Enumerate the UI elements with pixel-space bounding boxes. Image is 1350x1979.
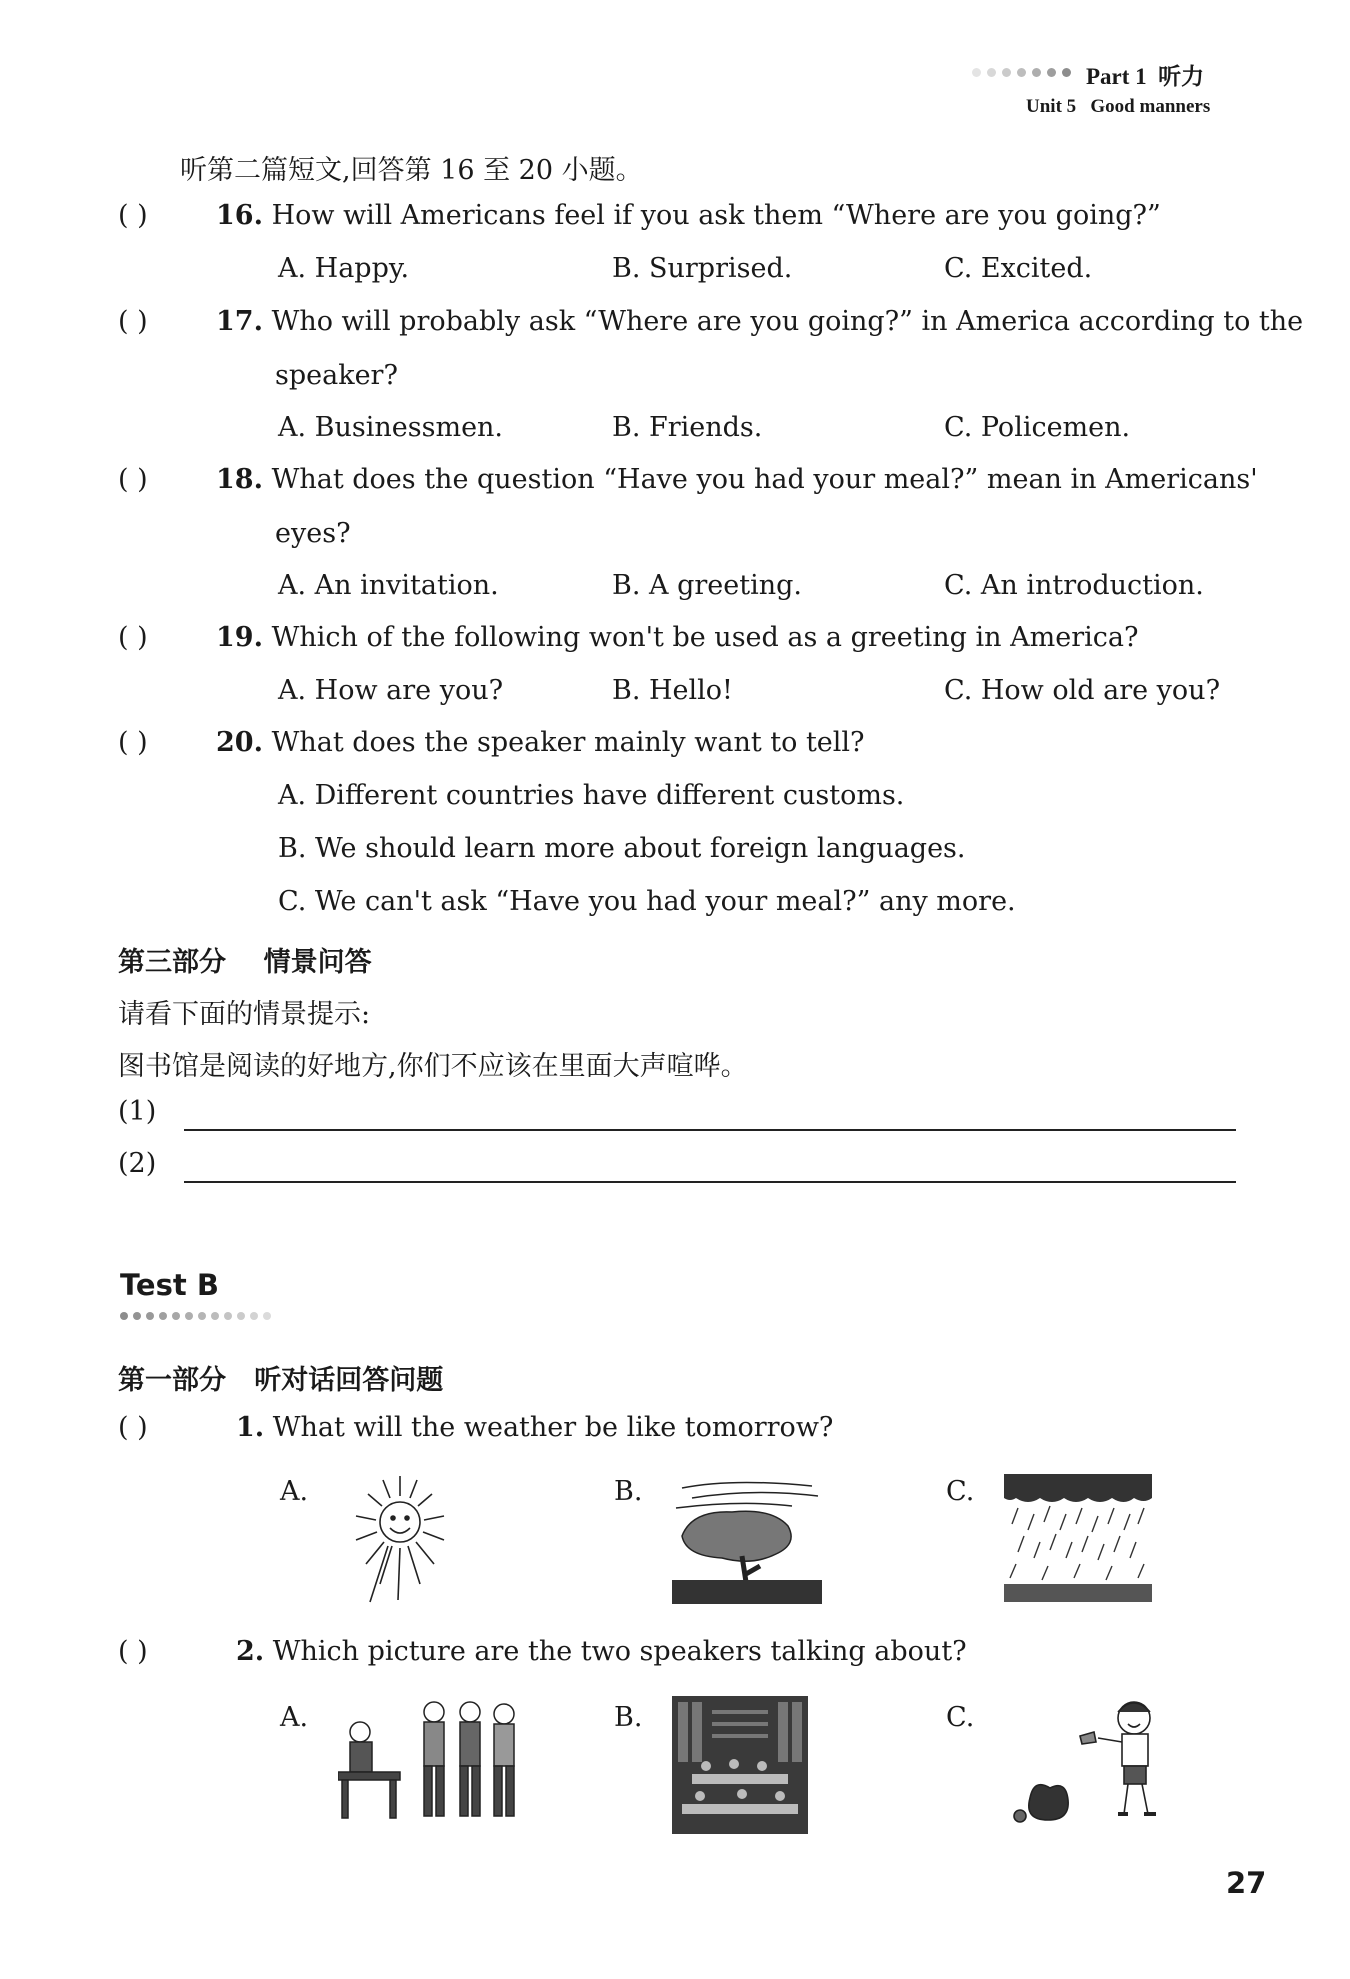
test-b-dots — [120, 1312, 271, 1320]
answer-paren[interactable]: ( ) — [118, 306, 148, 337]
option-c-label: C. — [946, 1476, 975, 1507]
option-b: B. We should learn more about foreign languages. — [278, 833, 966, 864]
answer-paren[interactable]: ( ) — [118, 1636, 148, 1667]
option-a: A. An invitation. — [278, 570, 499, 601]
test-b-title: Test B — [120, 1268, 219, 1302]
answer-line-2[interactable] — [184, 1181, 1236, 1183]
answer-paren[interactable]: ( ) — [118, 622, 148, 653]
option-b: B. Surprised. — [612, 253, 793, 284]
option-b: B. Hello! — [612, 675, 733, 706]
option-c: C. We can't ask “Have you had your meal?” any more. — [278, 886, 1016, 917]
option-b: B. Friends. — [612, 412, 763, 443]
page-number: 27 — [1226, 1866, 1267, 1900]
option-c: C. Excited. — [944, 253, 1093, 284]
header-unit: Unit 5 Good manners — [1026, 96, 1211, 117]
option-a: A. Businessmen. — [278, 412, 504, 443]
sun-icon[interactable] — [340, 1472, 460, 1607]
answer-line-1[interactable] — [184, 1129, 1236, 1131]
question-17: 17. Who will probably ask “Where are you going?” in America according to the — [216, 306, 1304, 337]
header-part: Part 1 听力 — [1086, 64, 1205, 90]
answer-paren[interactable]: ( ) — [118, 200, 148, 231]
people-talking-icon[interactable] — [338, 1698, 522, 1822]
question-20: 20. What does the speaker mainly want to tell? — [216, 727, 865, 758]
part3-prompt: 请看下面的情景提示: — [118, 999, 371, 1030]
option-c: C. How old are you? — [944, 675, 1221, 706]
test-b-question-1: 1. What will the weather be like tomorrow? — [236, 1412, 834, 1443]
option-c: C. Policemen. — [944, 412, 1131, 443]
question-18-cont: eyes? — [275, 518, 351, 549]
option-a: A. Different countries have different customs. — [278, 780, 905, 811]
option-b: B. A greeting. — [612, 570, 802, 601]
boy-littering-icon[interactable] — [1010, 1696, 1178, 1834]
blank-label-2: (2) — [118, 1148, 157, 1179]
question-18: 18. What does the question “Have you had your meal?” mean in Americans' — [216, 464, 1258, 495]
section-intro: 听第二篇短文,回答第 16 至 20 小题。 — [180, 155, 643, 186]
option-a-label: A. — [280, 1702, 309, 1733]
option-b-label: B. — [614, 1476, 643, 1507]
question-16: 16. How will Americans feel if you ask them “Where are you going?” — [216, 200, 1161, 231]
option-a: A. Happy. — [278, 253, 410, 284]
test-b-part1-heading: 第一部分 听对话回答问题 — [118, 1365, 444, 1396]
header-dots — [972, 68, 1071, 77]
part3-scenario: 图书馆是阅读的好地方,你们不应该在里面大声喧哗。 — [118, 1051, 748, 1082]
option-c-label: C. — [946, 1702, 975, 1733]
rain-icon[interactable] — [1004, 1474, 1152, 1602]
answer-paren[interactable]: ( ) — [118, 1412, 148, 1443]
answer-paren[interactable]: ( ) — [118, 727, 148, 758]
option-c: C. An introduction. — [944, 570, 1204, 601]
blank-label-1: (1) — [118, 1096, 157, 1127]
part3-heading: 第三部分 情景问答 — [118, 947, 372, 978]
windy-tree-icon[interactable] — [672, 1474, 822, 1604]
question-19: 19. Which of the following won't be used as a greeting in America? — [216, 622, 1139, 653]
option-a-label: A. — [280, 1476, 309, 1507]
test-b-question-2: 2. Which picture are the two speakers talking about? — [236, 1636, 967, 1667]
library-icon[interactable] — [672, 1696, 808, 1834]
question-17-cont: speaker? — [275, 360, 398, 391]
option-b-label: B. — [614, 1702, 643, 1733]
answer-paren[interactable]: ( ) — [118, 464, 148, 495]
option-a: A. How are you? — [278, 675, 504, 706]
